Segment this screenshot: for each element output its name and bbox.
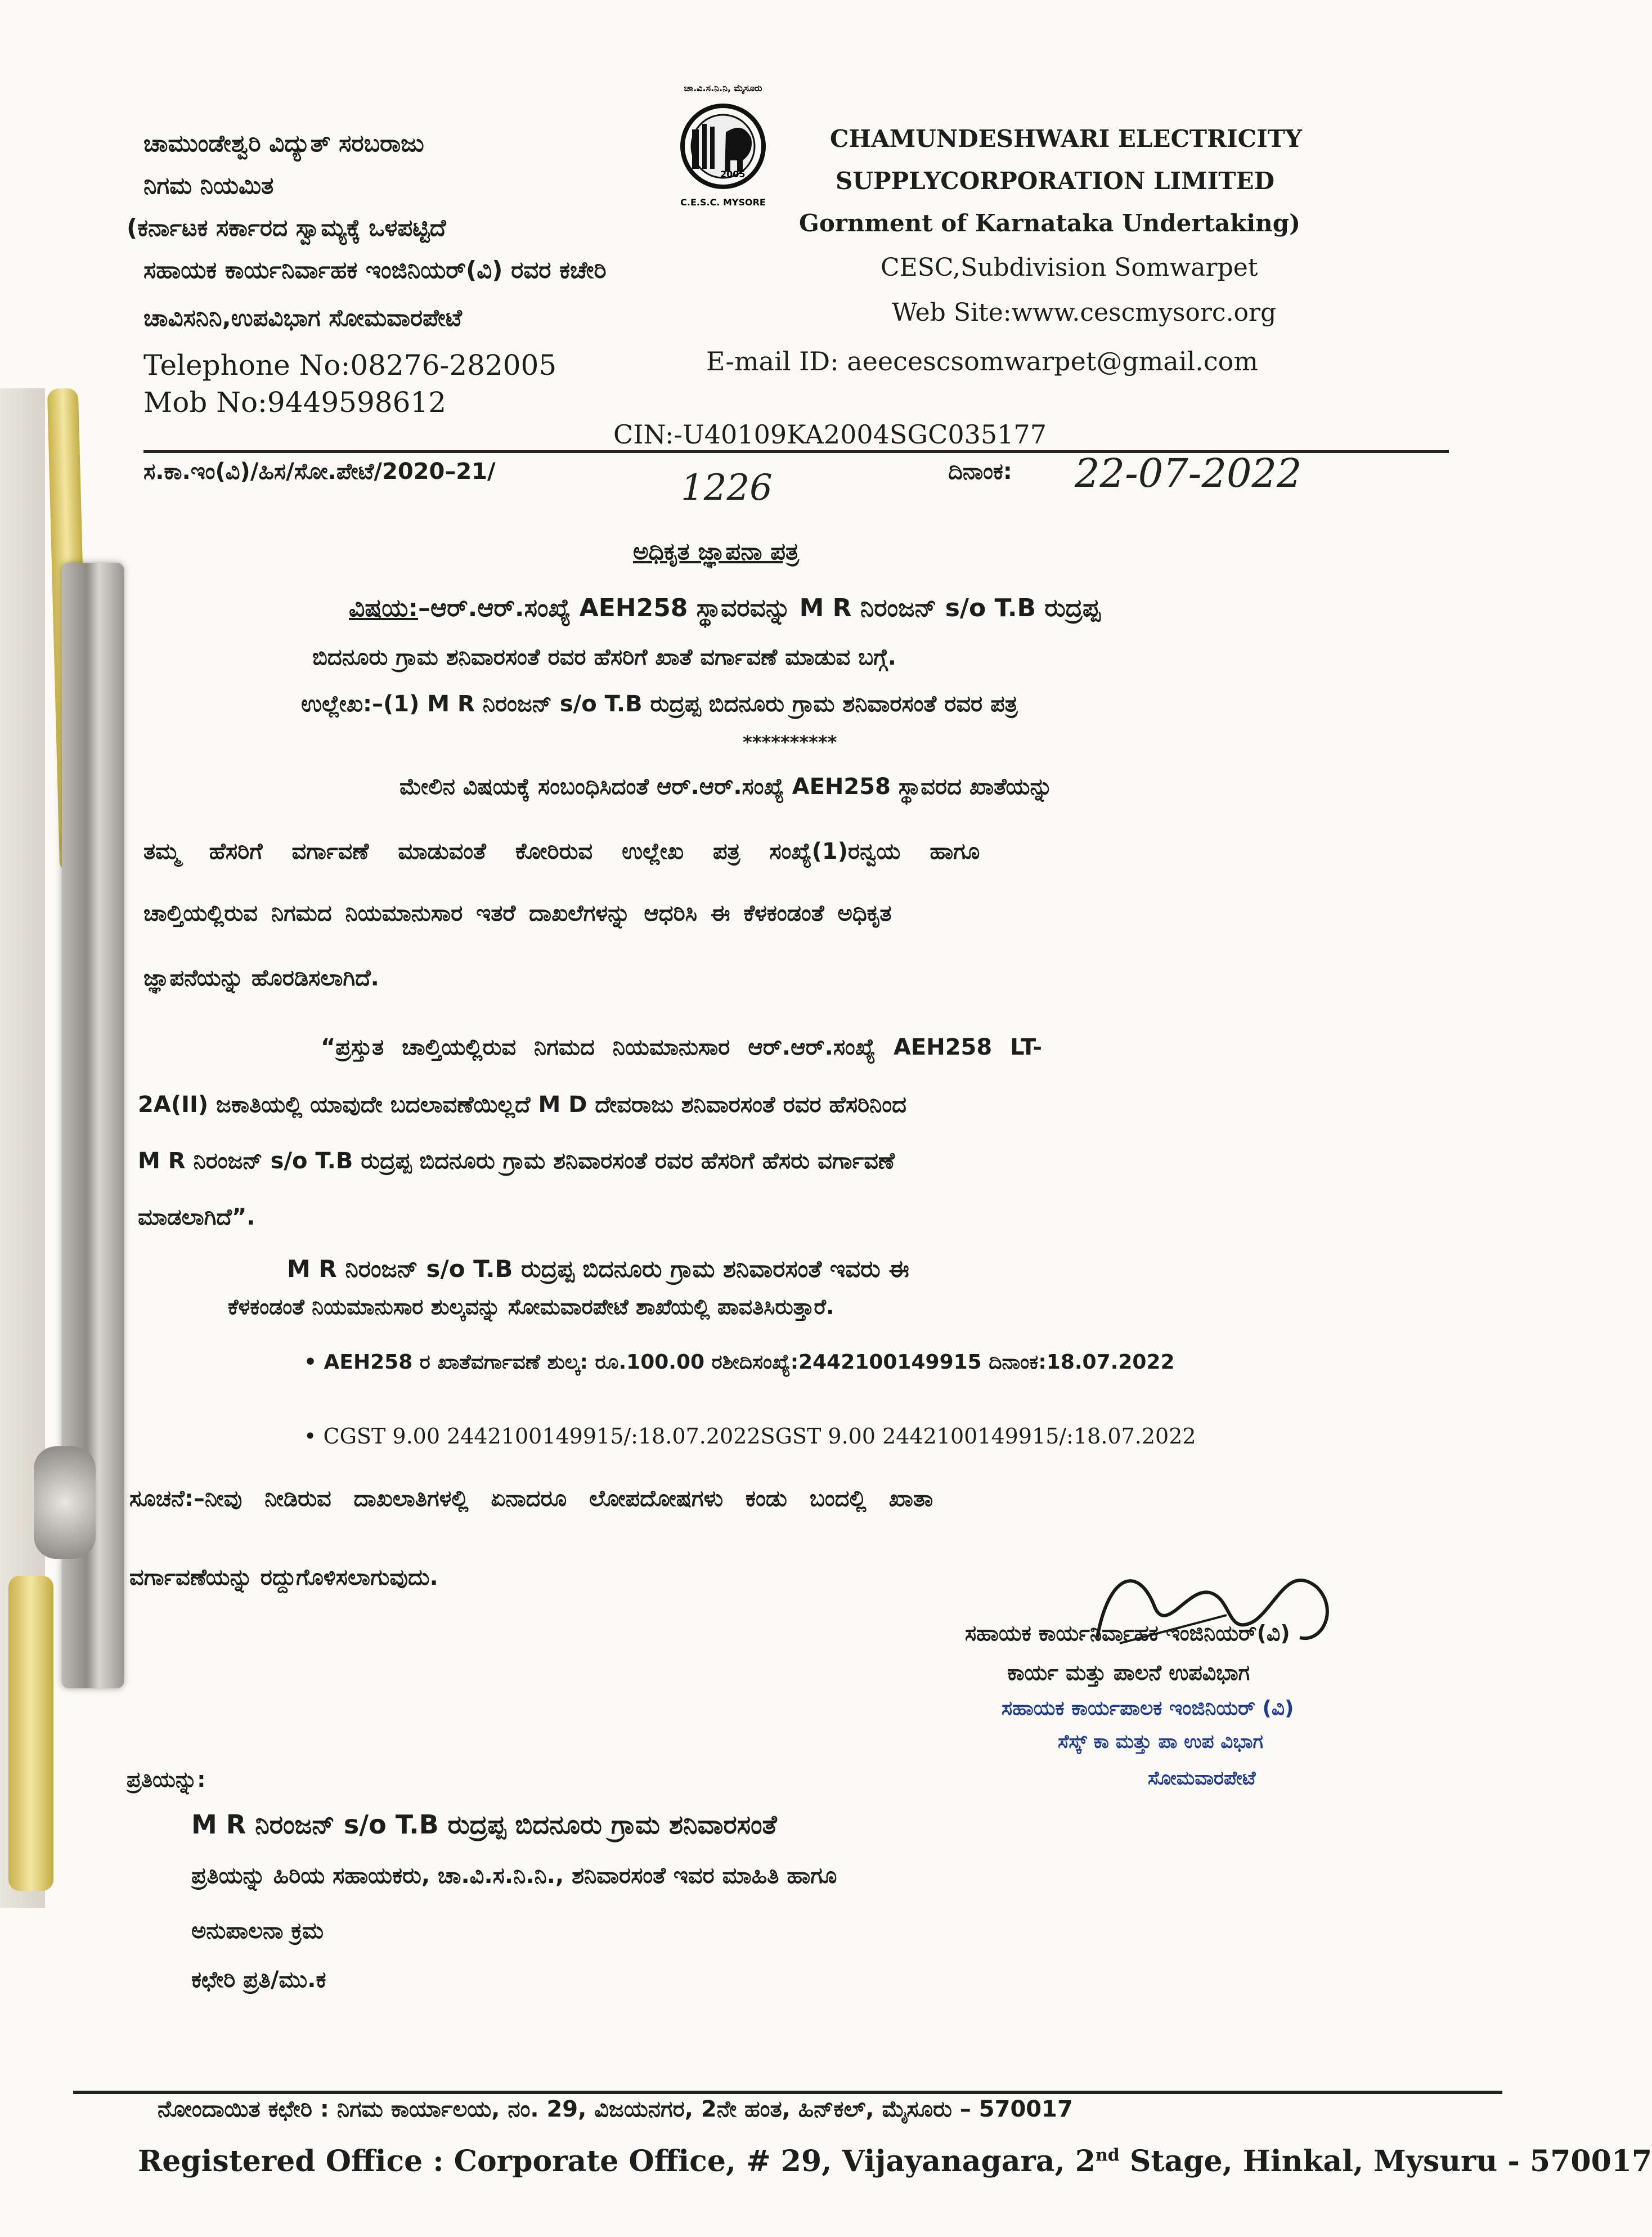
copy-line4: ಕಛೇರಿ ಪ್ರತಿ/ಮು.ಕ [191, 1967, 326, 1993]
signature-scribble [1086, 1553, 1356, 1666]
para1-line1: ಮೇಲಿನ ವಿಷಯಕ್ಕೆ ಸಂಬಂಧಿಸಿದಂತೆ ಆರ್.ಆರ್.ಸಂಖ್ಯೆ AEH258 ಸ್ಥಾವರದ ಖಾತೆಯನ್ನು [399, 774, 1053, 800]
subject-text: –ಆರ್.ಆರ್.ಸಂಖ್ಯೆ AEH258 ಸ್ಥಾವರವನ್ನು M R ನಿರಂಜನ್ s/o T.B ರುದ್ರಪ್ಪ [418, 594, 1101, 622]
header-en-line2: SUPPLYCORPORATION LIMITED [836, 167, 1274, 195]
bullet-dot: • [304, 1351, 324, 1374]
header-en-line3: Gornment of Karnataka Undertaking) [799, 209, 1300, 237]
para3-line2: ಕೆಳಕಂಡಂತೆ ನಿಯಮಾನುಸಾರ ಶುಲ್ಕವನ್ನು ಸೋಮವಾರಪೇಟೆ ಶಾಖೆಯಲ್ಲಿ ಪಾವತಿಸಿರುತ್ತಾರೆ. [228, 1294, 834, 1319]
document-title: ಅಧಿಕೃತ ಜ್ಞಾಪನಾ ಪತ್ರ [633, 537, 800, 565]
header-kn-line4: ಸಹಾಯಕ ಕಾರ್ಯನಿರ್ವಾಹಕ ಇಂಜಿನಿಯರ್(ವಿ) ರವರ ಕಚೇರಿ [143, 256, 607, 284]
logo-bottom-text: C.E.S.C. MYSORE [680, 197, 766, 208]
header-en-line4: CESC,Subdivision Somwarpet [881, 253, 1258, 282]
note-line2: ವರ್ಗಾವಣೆಯನ್ನು ರದ್ದುಗೊಳಿಸಲಾಗುವುದು. [129, 1564, 438, 1590]
subject-label: ವಿಷಯ: [349, 594, 419, 622]
para2-line2: 2A(II) ಜಕಾತಿಯಲ್ಲಿ ಯಾವುದೇ ಬದಲಾವಣೆಯಿಲ್ಲದೆ M D ದೇವರಾಜು ಶನಿವಾರಸಂತೆ ರವರ ಹೆಸರಿನಿಂದ [138, 1092, 906, 1118]
signature-line1: ಸಹಾಯಕ ಕಾರ್ಯನಿರ್ವಾಹಕ ಇಂಜಿನಿಯರ್(ವಿ) [965, 1621, 1290, 1646]
note-line1: ಸೂಚನೆ:–ನೀವು ನೀಡಿರುವ ದಾಖಲಾತಿಗಳಲ್ಲಿ ಏನಾದರೂ ಲೋಪದೋಷಗಳು ಕಂಡು ಬಂದಲ್ಲಿ ಖಾತಾ [129, 1486, 933, 1512]
bullet-dot: • [304, 1424, 324, 1449]
binder-clip-knob [34, 1446, 96, 1559]
ref-handwritten-number: 1226 [681, 467, 773, 509]
header-mobile: Mob No:9449598612 [143, 386, 447, 419]
header-website: Web Site:www.cescmysorc.org [892, 298, 1277, 327]
header-kn-line1: ಚಾಮುಂಡೇಶ್ವರಿ ವಿದ್ಯುತ್ ಸರಬರಾಜು [143, 129, 424, 157]
signature-line2: ಕಾರ್ಯ ಮತ್ತು ಪಾಲನೆ ಉಪವಿಭಾಗ [1007, 1660, 1250, 1685]
para2-line1: “ಪ್ರಸ್ತುತ ಚಾಲ್ತಿಯಲ್ಲಿರುವ ನಿಗಮದ ನಿಯಮಾನುಸಾರ ಆರ್.ಆರ್.ಸಂಖ್ಯೆ AEH258 LT- [321, 1034, 1043, 1060]
para2-line3: M R ನಿರಂಜನ್ s/o T.B ರುದ್ರಪ್ಪ ಬಿದನೂರು ಗ್ರಾಮ ಶನಿವಾರಸಂತೆ ರವರ ಹೆಸರಿಗೆ ಹೆಸರು ವರ್ಗಾವಣೆ [138, 1148, 895, 1174]
para1-line2: ತಮ್ಮ ಹೆಸರಿಗೆ ವರ್ಗಾವಣೆ ಮಾಡುವಂತೆ ಕೋರಿರುವ ಉಲ್ಲೇಖ ಪತ್ರ ಸಂಖ್ಯೆ(1)ರನ್ವಯ ಹಾಗೂ [143, 839, 980, 864]
binder-clip-bottom [8, 1576, 53, 1891]
header-kn-line5: ಚಾವಿಸನಿನಿ,ಉಪವಿಭಾಗ ಸೋಮವಾರಪೇಟೆ [143, 304, 463, 331]
copy-label: ಪ್ರತಿಯನ್ನು: [127, 1767, 206, 1792]
footer-en-address: Registered Office : Corporate Office, # 29, Vijayanagara, 2nd Stage, Hinkal, Mysuru - 570017 [138, 2144, 1652, 2178]
copy-line2: ಪ್ರತಿಯನ್ನು ಹಿರಿಯ ಸಹಾಯಕರು, ಚಾ.ವಿ.ಸ.ನಿ.ನಿ., ಶನಿವಾರಸಂತೆ ಇವರ ಮಾಹಿತಿ ಹಾಗೂ [191, 1863, 837, 1889]
footer-divider [73, 2091, 1502, 2094]
header-kn-line2: ನಿಗಮ ನಿಯಮಿತ [143, 172, 274, 199]
para1-line4: ಜ್ಞಾಪನೆಯನ್ನು ಹೊರಡಿಸಲಾಗಿದೆ. [143, 965, 379, 991]
stamp-line2: ಸೆಸ್ಕ್ ಕಾ ಮತ್ತು ಪಾ ಉಪ ವಿಭಾಗ [1058, 1731, 1263, 1753]
header-kn-line3: (ಕರ್ನಾಟಕ ಸರ್ಕಾರದ ಸ್ವಾಮ್ಯಕ್ಕೆ ಒಳಪಟ್ಟಿದೆ [127, 214, 446, 241]
date-value: 22-07-2022 [1075, 450, 1302, 496]
stamp-line3: ಸೋಮವಾರಪೇಟೆ [1148, 1767, 1256, 1790]
header-cin: CIN:-U40109KA2004SGC035177 [613, 419, 1047, 450]
header-email: E-mail ID: aeecescsomwarpet@gmail.com [706, 346, 1258, 376]
logo-top-text: ಚಾ.ವಿ.ಸ.ನಿ.ನಿ, ಮೈಸೂರು [684, 83, 762, 93]
stamp-line1: ಸಹಾಯಕ ಕಾರ್ಯಪಾಲಕ ಇಂಜಿನಿಯರ್ (ವಿ) [1002, 1697, 1294, 1720]
cesc-logo [675, 79, 771, 219]
fee-bullet-1: • AEH258 ರ ಖಾತೆವರ್ಗಾವಣೆ ಶುಲ್ಕ: ರೂ.100.00 ರಶೀದಿಸಂಖ್ಯೆ:2442100149915 ದಿನಾಂಕ:18.07.2022 [304, 1351, 1175, 1374]
header-en-line1: CHAMUNDESHWARI ELECTRICITY [830, 125, 1302, 153]
reference-line: ಉಲ್ಲೇಖ:–(1) M R ನಿರಂಜನ್ s/o T.B ರುದ್ರಪ್ಪ ಬಿದನೂರು ಗ್ರಾಮ ಶನಿವಾರಸಂತೆ ರವರ ಪತ್ರ [301, 691, 1018, 717]
copy-line1: M R ನಿರಂಜನ್ s/o T.B ರುದ್ರಪ್ಪ ಬಿದನೂರು ಗ್ರಾಮ ಶನಿವಾರಸಂತೆ [191, 1809, 777, 1840]
para1-line3: ಚಾಲ್ತಿಯಲ್ಲಿರುವ ನಿಗಮದ ನಿಯಮಾನುಸಾರ ಇತರೆ ದಾಖಲೆಗಳನ್ನು ಆಧರಿಸಿ ಈ ಕೆಳಕಂಡಂತೆ ಅಧಿಕೃತ [143, 900, 892, 926]
para3-line1: M R ನಿರಂಜನ್ s/o T.B ರುದ್ರಪ್ಪ ಬಿದನೂರು ಗ್ರಾಮ ಶನಿವಾರಸಂತೆ ಇವರು ಈ [287, 1255, 909, 1283]
subject-line2: ಬಿದನೂರು ಗ್ರಾಮ ಶನಿವಾರಸಂತೆ ರವರ ಹೆಸರಿಗೆ ಖಾತೆ ವರ್ಗಾವಣೆ ಮಾಡುವ ಬಗ್ಗೆ. [312, 644, 896, 670]
date-label: ದಿನಾಂಕ: [948, 459, 1012, 485]
footer-kn-address: ನೋಂದಾಯಿತ ಕಛೇರಿ : ನಿಗಮ ಕಾರ್ಯಾಲಯ, ನಂ. 29, ವಿಜಯನಗರ, 2ನೇ ಹಂತ, ಹಿನ್‌ಕಲ್, ಮೈಸೂರು – 570017 [158, 2096, 1073, 2122]
ref-number: ಸ.ಕಾ.ಇಂ(ವಿ)/ಹಿಸ/ಸೋ.ಪೇಟೆ/2020–21/ [143, 459, 496, 485]
header-telephone: Telephone No:08276-282005 [143, 349, 557, 382]
tax-bullet-2: • CGST 9.00 2442100149915/:18.07.2022SGST 9.00 2442100149915/:18.07.2022 [304, 1424, 1196, 1449]
subject-line1 [349, 594, 1101, 622]
para2-line4: ಮಾಡಲಾಗಿದೆ”. [138, 1204, 255, 1230]
logo-year: 2005 [720, 169, 746, 180]
copy-line3: ಅನುಪಾಲನಾ ಕ್ರಮ [191, 1918, 324, 1944]
separator-stars: ********** [743, 732, 837, 753]
